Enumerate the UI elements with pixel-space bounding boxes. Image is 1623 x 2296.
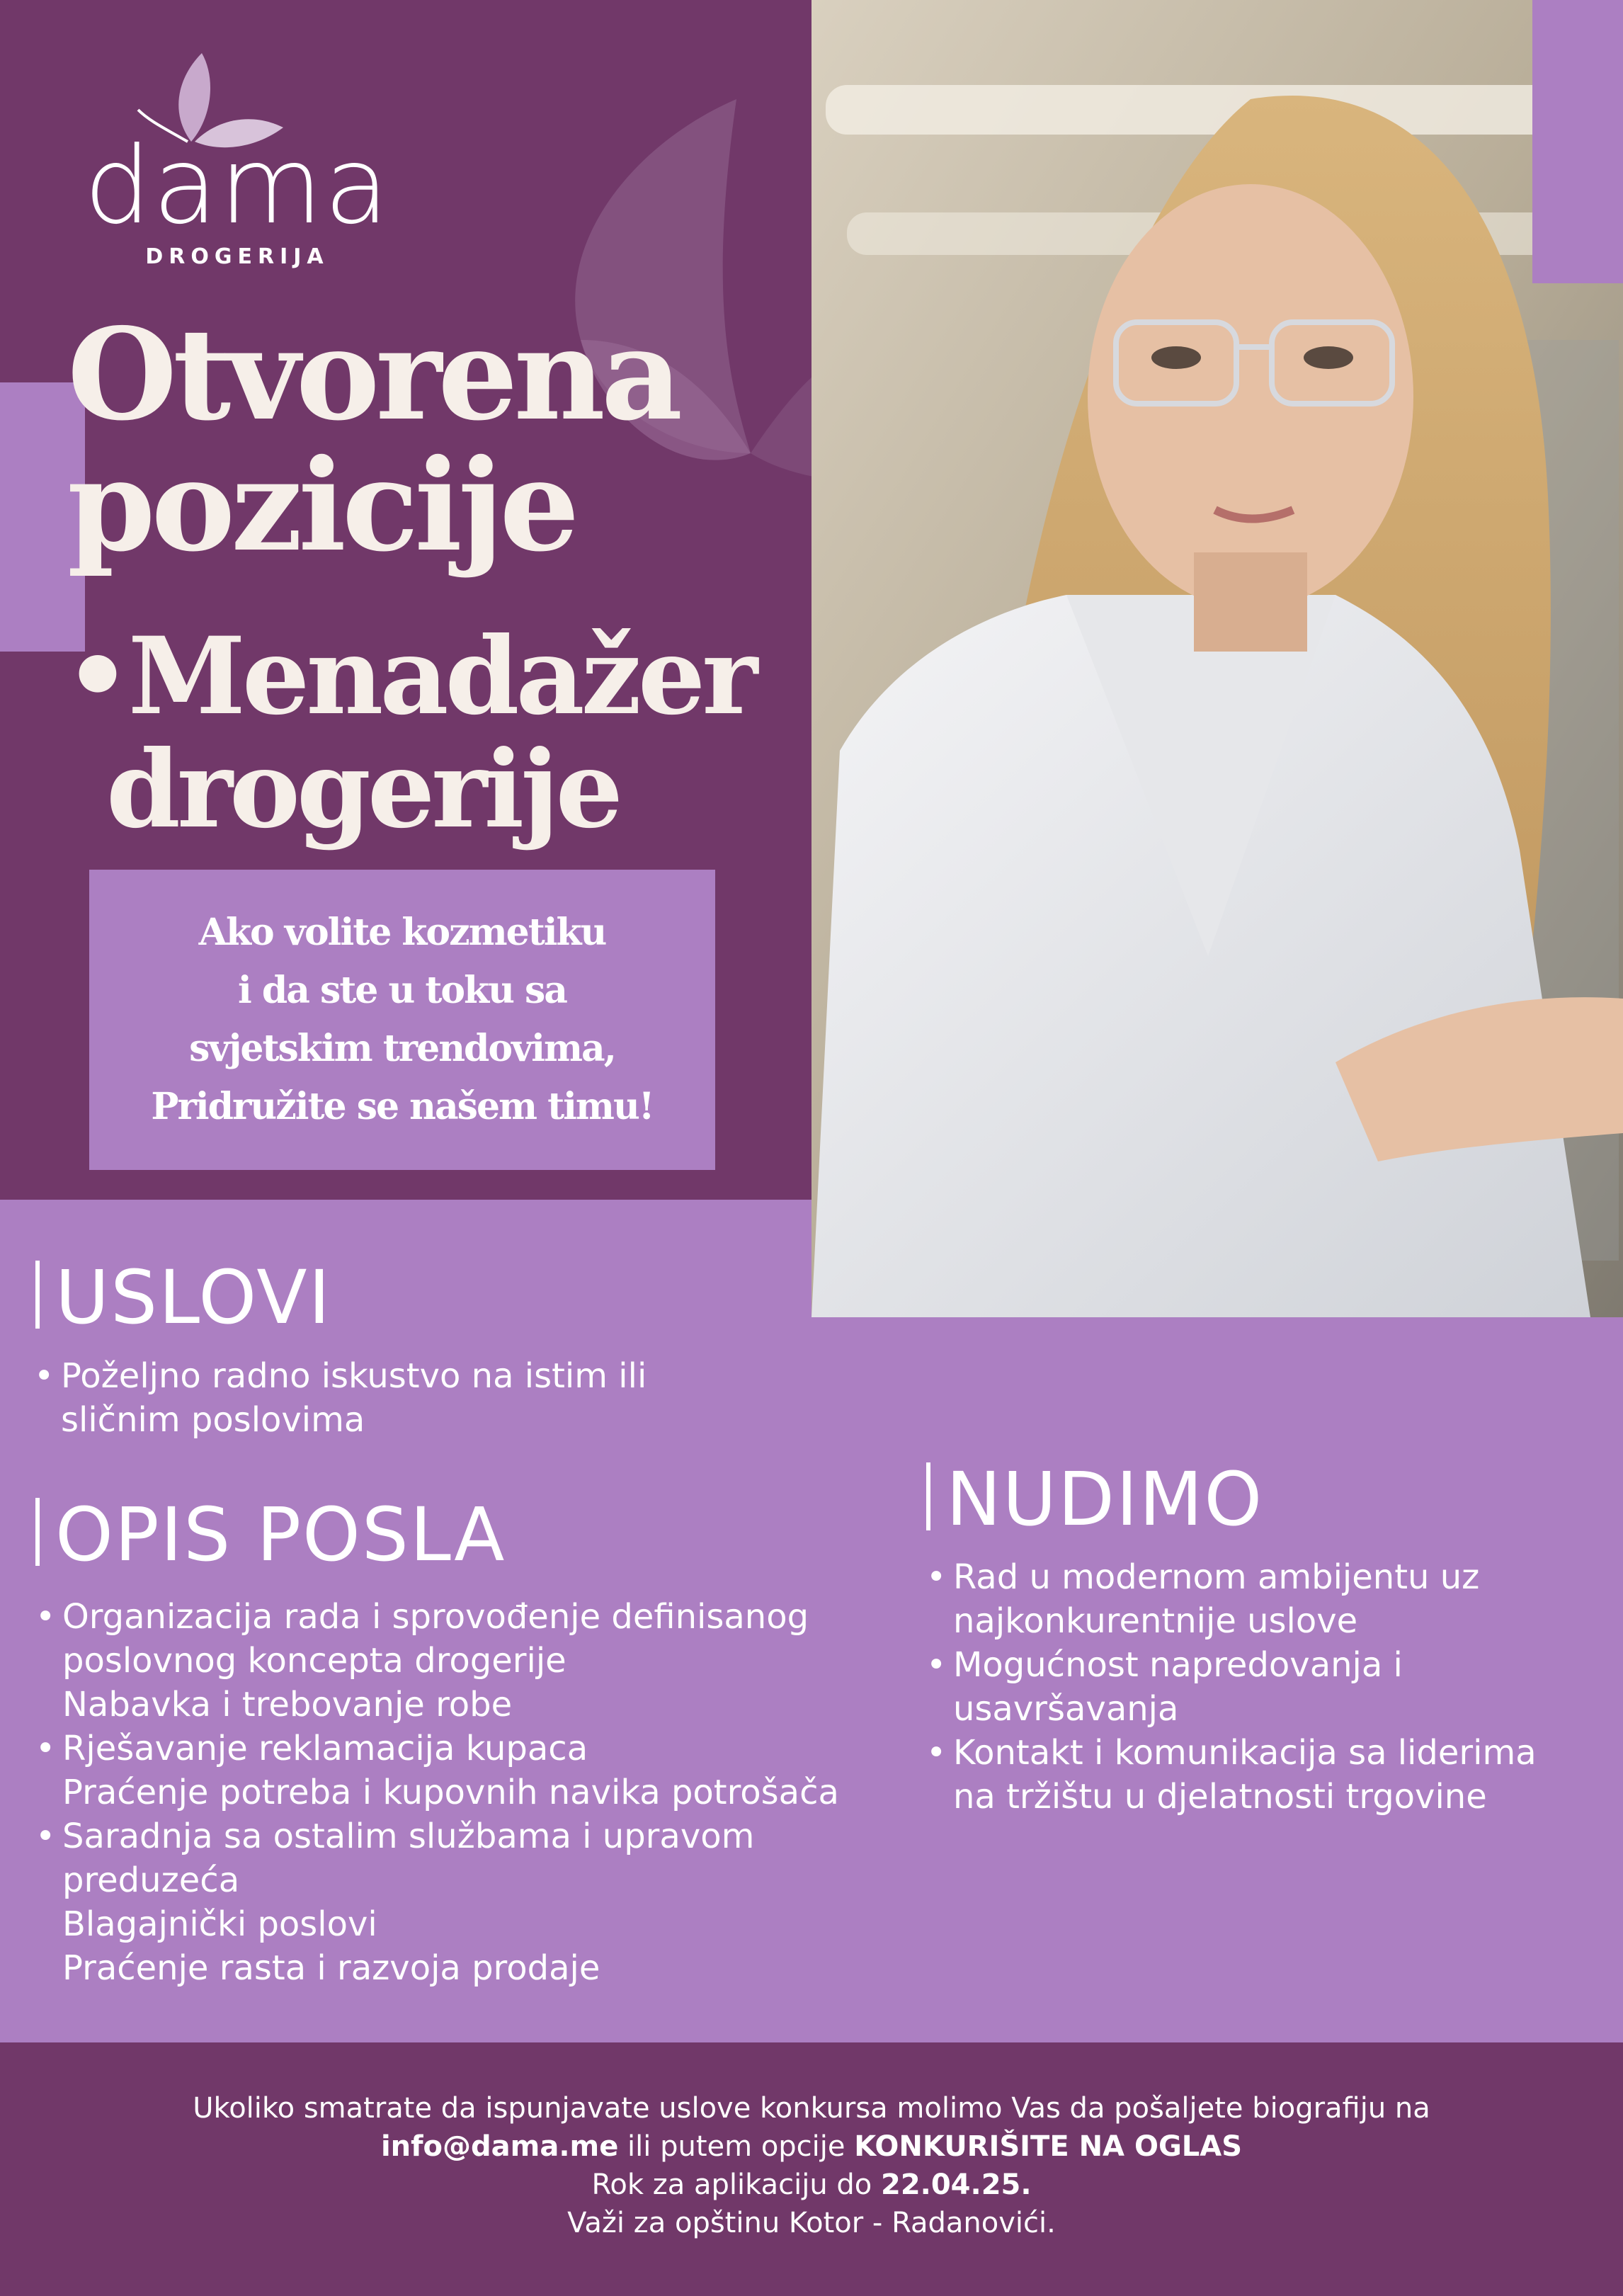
footer-line-1: Ukoliko smatrate da ispunjavate uslove konkursa molimo Vas da pošaljete biografiju na <box>193 2092 1430 2125</box>
intro-line: i da ste u toku sa <box>237 969 567 1012</box>
list-item: Praćenje potreba i kupovnih navika potrošača <box>62 1773 839 1812</box>
uslovi-title-text: USLOVI <box>55 1254 332 1341</box>
uslovi-list <box>34 1354 647 1442</box>
footer-email-link[interactable]: info@dama.me <box>380 2130 619 2163</box>
footer-apply-cta[interactable]: KONKURIŠITE NA OGLAS <box>854 2130 1243 2163</box>
list-item: na tržištu u djelatnosti trgovine <box>953 1777 1487 1817</box>
list-item: preduzeća <box>62 1860 240 1900</box>
section-bar-divider <box>35 1261 40 1329</box>
nudimo-list <box>926 1555 1537 1819</box>
list-item: • Saradnja sa ostalim službama i upravom <box>35 1814 839 1858</box>
section-bar-divider <box>926 1462 930 1530</box>
footer-deadline-label: Rok za aplikaciju do <box>591 2169 881 2201</box>
list-item: Nabavka i trebovanje robe <box>62 1685 513 1724</box>
intro-line: Pridružite se našem timu! <box>151 1085 654 1128</box>
brand-name: dama <box>84 125 391 248</box>
list-item: • Mogućnost napredovanja i <box>926 1643 1537 1687</box>
list-item: • Organizacija rada i sprovođenje definisanog <box>35 1595 839 1639</box>
footer-deadline: 22.04.25. <box>880 2169 1032 2201</box>
list-item: • Poželjno radno iskustvo na istim ili <box>34 1354 647 1398</box>
list-item: • Rad u modernom ambijentu uz <box>926 1555 1537 1599</box>
right-accent-block <box>1532 0 1623 283</box>
headline-line-2: pozicije <box>67 431 576 579</box>
hero-photo <box>812 0 1623 1317</box>
position-title-line-2: drogerije <box>106 727 620 852</box>
list-item: • Rješavanje reklamacija kupaca <box>35 1727 839 1771</box>
list-item: najkonkurentnije uslove <box>953 1601 1358 1641</box>
intro-line: Ako volite kozmetiku <box>198 911 606 954</box>
brand-subtitle: DROGERIJA <box>145 244 329 269</box>
opis-posla-list <box>35 1595 839 1990</box>
opis-title-text: OPIS POSLA <box>55 1491 506 1578</box>
headline-line-1: Otvorena <box>67 300 679 448</box>
list-item: sličnim poslovima <box>61 1400 365 1440</box>
list-item: usavršavanja <box>953 1689 1179 1729</box>
list-item: Blagajnički poslovi <box>62 1904 377 1944</box>
footer-line-3 <box>0 2166 1623 2204</box>
list-item: Praćenje rasta i razvoja prodaje <box>62 1948 600 1988</box>
footer-line-2 <box>0 2127 1623 2166</box>
opis-posla-section-title <box>35 1491 506 1578</box>
nudimo-section-title <box>926 1456 1264 1542</box>
footer-text <box>0 2089 1623 2242</box>
footer-line-4: Važi za opštinu Kotor - Radanovići. <box>567 2207 1056 2239</box>
uslovi-section-title <box>35 1254 332 1341</box>
position-title-line-1: •Menadažer <box>64 614 755 739</box>
list-item: • Kontakt i komunikacija sa liderima <box>926 1731 1537 1775</box>
list-item: poslovnog koncepta drogerije <box>62 1641 566 1681</box>
nudimo-title-text: NUDIMO <box>946 1456 1264 1542</box>
footer-line-2-text: ili putem opcije <box>618 2130 855 2163</box>
section-bar-divider <box>35 1498 40 1566</box>
intro-line: svjetskim trendovima, <box>189 1027 615 1070</box>
intro-box <box>89 870 715 1170</box>
woman-portrait-illustration <box>812 0 1623 1317</box>
